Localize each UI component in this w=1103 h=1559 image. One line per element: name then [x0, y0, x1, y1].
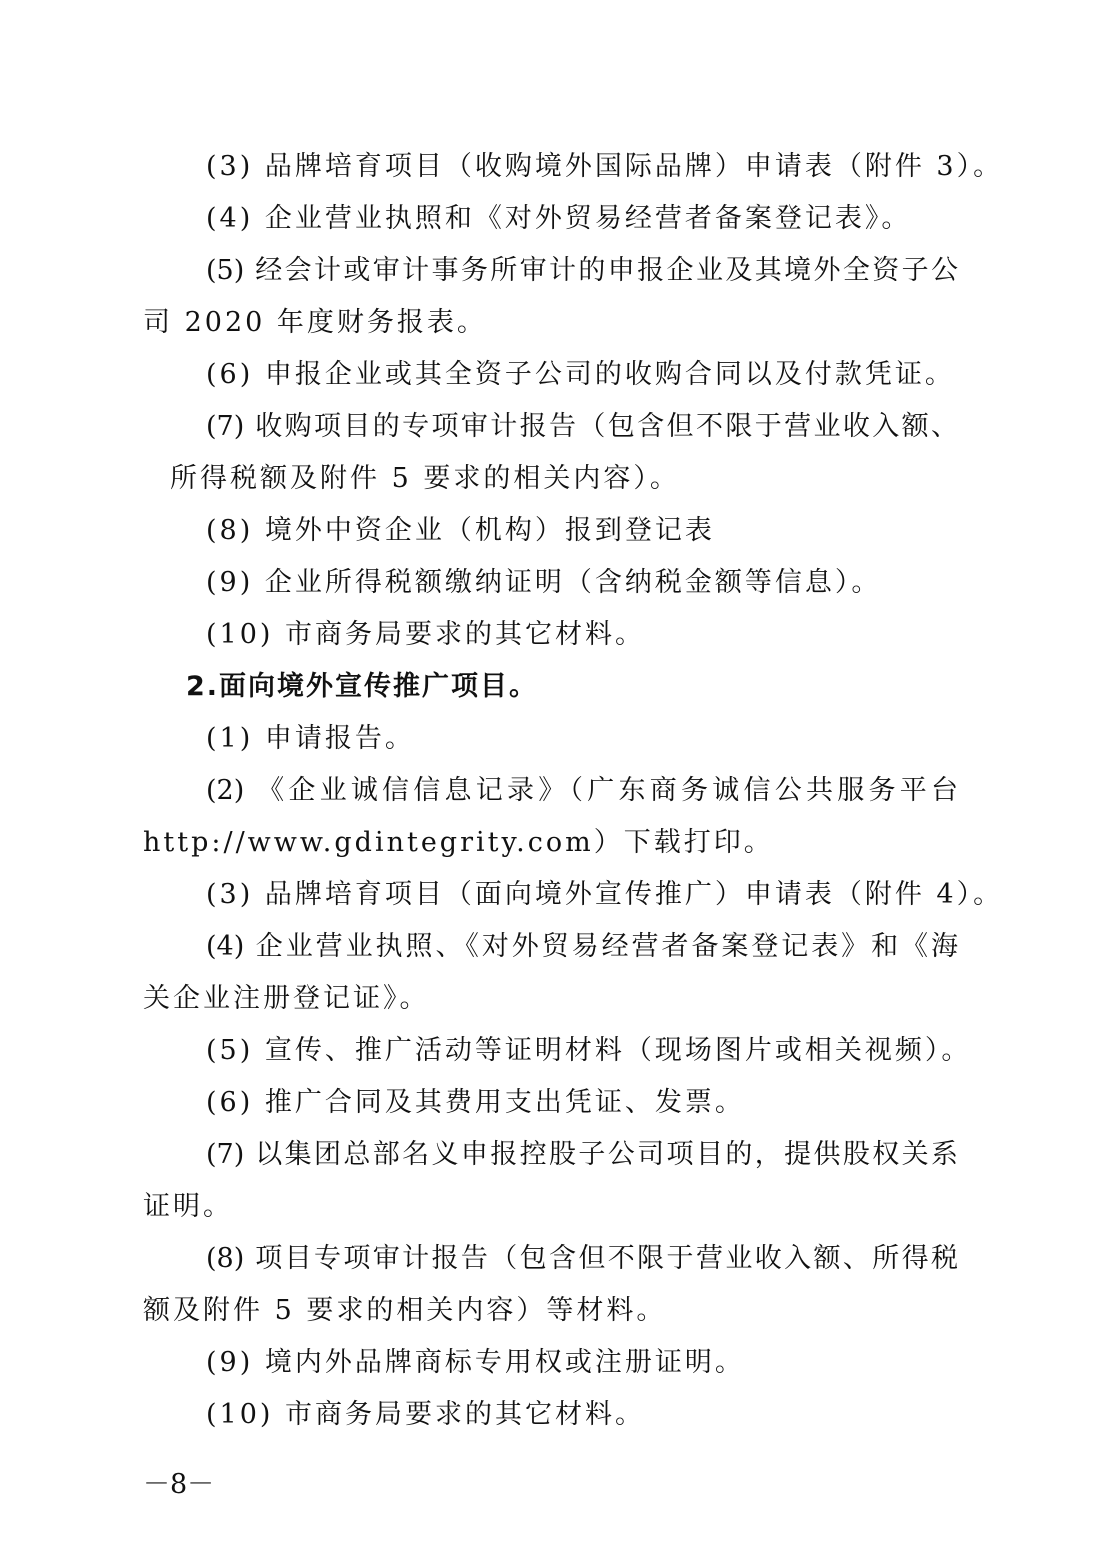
text-line: (9) 境内外品牌商标专用权或注册证明。 [206, 1347, 745, 1378]
text-line: (2) 《企业诚信信息记录》（广东商务诚信公共服务平台 [206, 775, 958, 806]
text-line: (3) 品牌培育项目（面向境外宣传推广）申请表（附件 4）。 [206, 879, 1004, 910]
text-line: 额及附件 5 要求的相关内容）等材料。 [143, 1295, 667, 1326]
text-line: (9) 企业所得税额缴纳证明（含纳税金额等信息）。 [206, 567, 882, 598]
text-line: http://www.gdintegrity.com）下载打印。 [143, 827, 774, 858]
text-line: (7) 收购项目的专项审计报告（包含但不限于营业收入额、 [206, 411, 958, 442]
text-line: (5) 宣传、推广活动等证明材料（现场图片或相关视频）。 [206, 1035, 972, 1066]
text-line: 所得税额及附件 5 要求的相关内容）。 [170, 463, 680, 494]
text-line: (5) 经会计或审计事务所审计的申报企业及其境外全资子公 [206, 255, 958, 286]
text-line: (7) 以集团总部名义申报控股子公司项目的，提供股权关系 [206, 1139, 958, 1170]
text-line: 证明。 [143, 1191, 233, 1222]
text-line: 司 2020 年度财务报表。 [143, 307, 487, 338]
text-line: (6) 推广合同及其费用支出凭证、发票。 [206, 1087, 745, 1118]
text-line: (1) 申请报告。 [206, 723, 415, 754]
page-number: －8－ [143, 1469, 215, 1500]
text-line: (10) 市商务局要求的其它材料。 [206, 1399, 646, 1430]
text-line: (4) 企业营业执照、《对外贸易经营者备案登记表》和《海 [206, 931, 958, 962]
text-line: (10) 市商务局要求的其它材料。 [206, 619, 646, 650]
text-line: (6) 申报企业或其全资子公司的收购合同以及付款凭证。 [206, 359, 955, 390]
text-line: (3) 品牌培育项目（收购境外国际品牌）申请表（附件 3）。 [206, 151, 1004, 182]
text-line: (8) 境外中资企业（机构）报到登记表 [206, 515, 715, 546]
text-line: (8) 项目专项审计报告（包含但不限于营业收入额、所得税 [206, 1243, 958, 1274]
text-line: (4) 企业营业执照和《对外贸易经营者备案登记表》。 [206, 203, 912, 234]
section-heading: 2.面向境外宣传推广项目。 [186, 671, 539, 702]
text-line: 关企业注册登记证》。 [143, 983, 430, 1014]
